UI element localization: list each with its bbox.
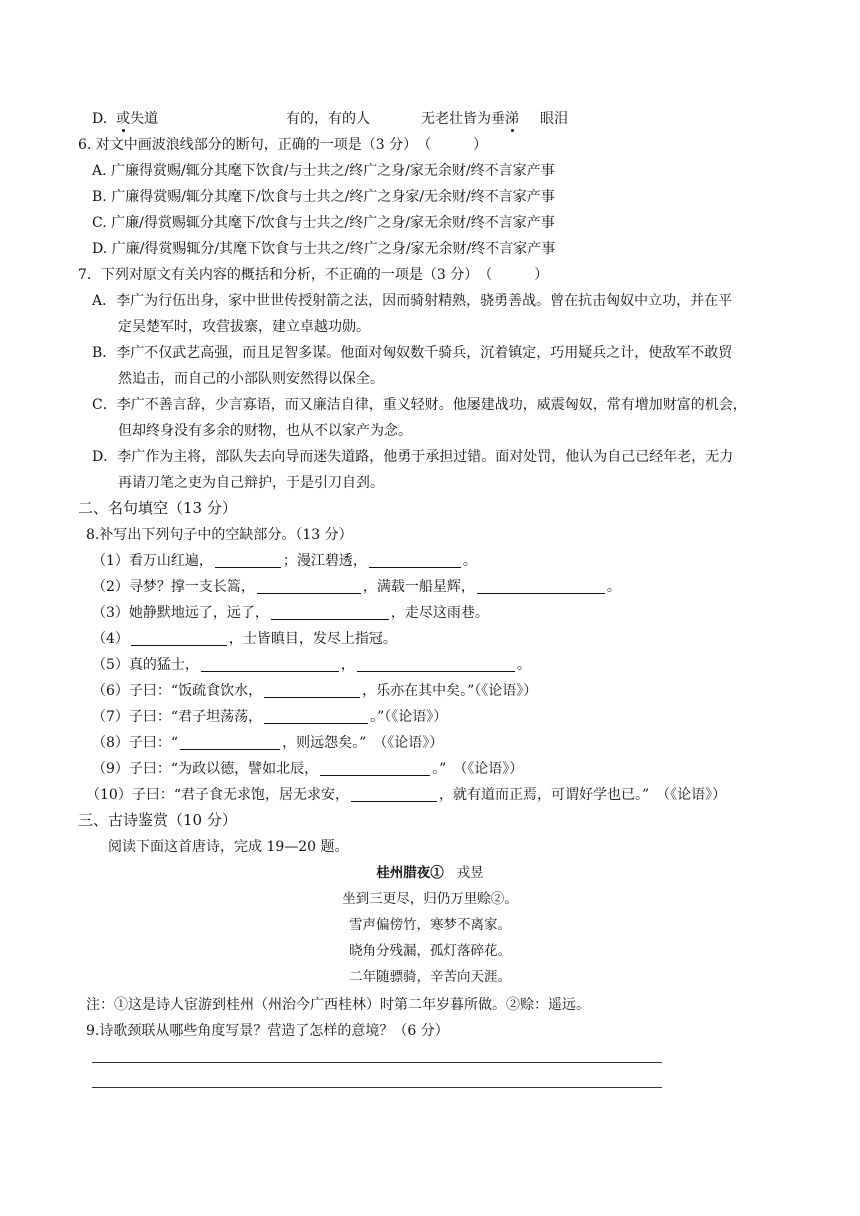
item-text: （1）看万山红遍， xyxy=(92,553,213,569)
q5-option-d-part2: 有的，有的人 xyxy=(286,111,370,127)
item-text: ， xyxy=(340,657,355,673)
item-text: ，满载一船星辉， xyxy=(362,579,475,595)
item-text: （2）寻梦？撑一支长篙， xyxy=(92,579,255,595)
q8-item-1 xyxy=(92,552,477,570)
answer-blank[interactable] xyxy=(351,787,437,802)
item-text: ，士皆瞋目，发尽上指冠。 xyxy=(228,631,397,647)
item-text: 。 xyxy=(606,579,621,595)
item-text: 。” （《论语》） xyxy=(432,761,524,777)
item-text: （7）子曰：“君子坦荡荡， xyxy=(92,709,263,725)
answer-blank[interactable] xyxy=(264,683,360,698)
answer-blank[interactable] xyxy=(215,553,281,568)
section-2-title: 二、名句填空（13 分） xyxy=(78,499,237,517)
item-text: ，走尽这雨巷。 xyxy=(390,605,489,621)
q8-item-8 xyxy=(92,734,443,752)
item-text: ；漫江碧透， xyxy=(282,553,367,569)
q8-item-10 xyxy=(86,786,726,804)
q7-option-b-line2: 然追击，而自己的小部队则安然得以保全。 xyxy=(118,371,384,387)
emphasis-char: 涕 xyxy=(505,111,519,127)
answer-blank[interactable] xyxy=(201,657,339,672)
section-3-title: 三、古诗鉴赏（10 分） xyxy=(78,811,237,829)
emphasis-char: 或 xyxy=(116,111,131,127)
answer-blank[interactable] xyxy=(257,579,361,594)
q7-stem: 7．下列对原文有关内容的概括和分析，不正确的一项是（3 分） （ ） xyxy=(78,267,549,283)
q8-stem: 8.补写出下列句子中的空缺部分。（13 分） xyxy=(86,527,353,543)
q5-option-d-part3 xyxy=(421,110,519,128)
item-text: （10）子曰：“君子食无求饱，居无求安， xyxy=(86,787,349,803)
q8-item-4 xyxy=(92,630,397,648)
poem-title: 桂州腊夜① xyxy=(376,865,444,881)
option-letter: D. xyxy=(92,111,108,127)
item-text: （9）子曰：“为政以德，譬如北辰， xyxy=(92,761,319,777)
q8-item-6 xyxy=(92,682,537,700)
poem-author: 戎昱 xyxy=(456,865,484,881)
q8-item-2 xyxy=(92,578,621,596)
poem-line-2: 雪声偏傍竹，寒梦不离家。 xyxy=(349,917,511,933)
poem-line-4: 二年随骠骑，辛苦向天涯。 xyxy=(349,969,511,985)
q8-item-7 xyxy=(92,708,447,726)
item-text: ，乐亦在其中矣。”（《论语》） xyxy=(362,683,538,699)
answer-blank[interactable] xyxy=(264,709,368,724)
answer-blank[interactable] xyxy=(271,605,389,620)
poem-heading xyxy=(0,864,860,882)
q7-option-c-line2: 但却终身没有多余的财物，也从不以家产为念。 xyxy=(118,423,412,439)
q9-stem: 9.诗歌颈联从哪些角度写景？营造了怎样的意境？（6 分） xyxy=(86,1023,449,1039)
poem-line-1: 坐到三更尽，归仍万里赊②。 xyxy=(342,891,518,907)
q7-option-a-line2: 定吴楚军时，攻营拔寨，建立卓越功勋。 xyxy=(118,319,370,335)
q5-option-d xyxy=(92,110,158,128)
item-text: （5）真的猛士， xyxy=(92,657,199,673)
item-text: 。 xyxy=(462,553,477,569)
q7-option-b-line1: B．李广不仅武艺高强，而且足智多谋。他面对匈奴数千骑兵，沉着镇定，巧用疑兵之计，使敌军不敢贸 xyxy=(92,345,733,361)
answer-line-1[interactable] xyxy=(92,1062,662,1063)
option-text: 失道 xyxy=(130,111,159,127)
q6-option-b: B. 广廉得赏赐/辄分其麾下/饮食与士共之/终广之身家/无余财/终不言家产事 xyxy=(92,189,555,205)
item-text: ，则远怨矣。” （《论语》） xyxy=(282,735,444,751)
item-text: （3）她静默地远了，远了， xyxy=(92,605,269,621)
q6-option-d: D. 广廉/得赏赐辄分/其麾下饮食与士共之/终广之身/家无余财/终不言家产事 xyxy=(92,241,556,257)
q8-item-5 xyxy=(92,656,531,674)
q8-item-9 xyxy=(92,760,523,778)
answer-blank[interactable] xyxy=(320,761,430,776)
item-text: （8）子曰：“ xyxy=(92,735,179,751)
q7-option-d-line2: 再请刀笔之吏为自己辩护，于是引刀自刭。 xyxy=(118,475,384,491)
q8-item-3 xyxy=(92,604,489,622)
answer-blank[interactable] xyxy=(357,657,515,672)
answer-line-2[interactable] xyxy=(92,1087,662,1088)
q7-option-c-line1: C．李广不善言辞，少言寡语，而又廉洁自律，重义轻财。他屡建战功，威震匈奴，常有增加财富的机会， xyxy=(92,397,747,413)
item-text: 。 xyxy=(516,657,531,673)
item-text: ，就有道而正焉，可谓好学也已。” （《论语》） xyxy=(438,787,727,803)
q6-option-c: C. 广廉/得赏赐辄分其麾下/饮食与士共之/终广之身/家无余财/终不言家产事 xyxy=(92,215,555,231)
q5-option-d-part4: 眼泪 xyxy=(540,111,568,127)
q6-stem: 6. 对文中画波浪线部分的断句，正确的一项是（3 分） （ ） xyxy=(78,137,488,153)
item-text: 。”（《论语》） xyxy=(370,709,448,725)
answer-blank[interactable] xyxy=(131,631,227,646)
q6-option-a: A. 广廉得赏赐/辄分其麾下饮食/与士共之/终广之身/家无余财/终不言家产事 xyxy=(92,163,555,179)
q7-option-a-line1: A．李广为行伍出身，家中世世传授射箭之法，因而骑射精熟，骁勇善战。曾在抗击匈奴中立功，并在平 xyxy=(92,293,733,309)
poem-note: 注：①这是诗人宦游到桂州（州治今广西桂林）时第二年岁暮所做。②赊：遥远。 xyxy=(86,997,590,1013)
option-text: 无老壮皆为垂 xyxy=(421,111,505,127)
answer-blank[interactable] xyxy=(477,579,605,594)
item-text: （6）子曰：“饭疏食饮水， xyxy=(92,683,263,699)
poem-intro: 阅读下面这首唐诗，完成 19—20 题。 xyxy=(108,839,349,855)
q7-option-d-line1: D．李广作为主将，部队失去向导而迷失道路，他勇于承担过错。面对处罚，他认为自己已经年老，无力 xyxy=(92,449,734,465)
answer-blank[interactable] xyxy=(180,735,280,750)
answer-blank[interactable] xyxy=(369,553,461,568)
poem-line-3: 晓角分残漏，孤灯落碎花。 xyxy=(349,943,511,959)
item-text: （4） xyxy=(92,631,129,647)
